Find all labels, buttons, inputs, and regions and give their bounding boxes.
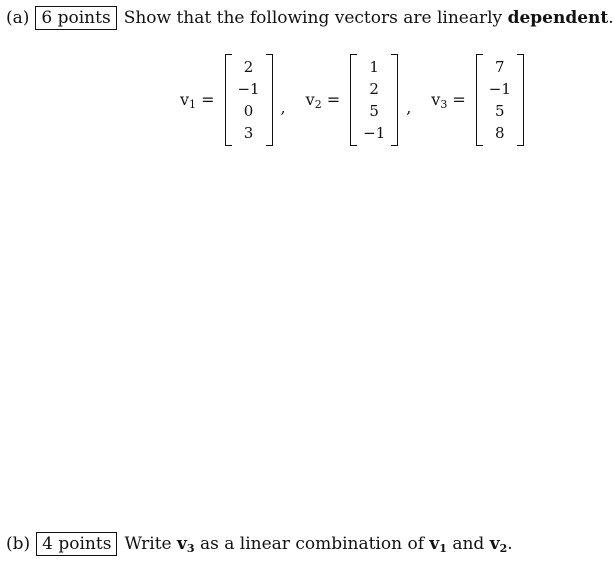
v3-symbol: $v_3$ — [177, 533, 195, 555]
part-a-line — [6, 6, 614, 30]
matrix-entry: 7 — [495, 58, 505, 76]
v2-symbol: v2 — [489, 533, 508, 555]
part-a-period: . — [608, 8, 614, 28]
part-a-points-box: 6 points — [35, 6, 116, 30]
part-a-label: (a) — [6, 8, 30, 28]
vector-v3-name: $v_3$ = — [431, 89, 466, 111]
vector-v2-name: $v_2$ = — [305, 89, 341, 111]
part-b-points-box: 4 points — [36, 532, 117, 556]
matrix-entry: 2 — [243, 58, 254, 76]
matrix-entry: −1 — [488, 80, 511, 98]
vector-v1 — [180, 54, 306, 146]
vector-v2-matrix — [350, 54, 398, 146]
matrix-entry: −1 — [363, 124, 386, 142]
matrix-entry: 5 — [495, 102, 505, 120]
part-b-label: (b) — [6, 534, 31, 554]
vector-v3-matrix — [476, 54, 524, 146]
matrix-entry: 3 — [243, 124, 254, 142]
part-b-text: as a linear combination of — [199, 534, 424, 554]
part-a-bold-text: dependent — [507, 8, 609, 28]
part-b-period: . — [507, 534, 513, 554]
part-a-text: Show that the following vectors are linearly — [123, 8, 503, 28]
matrix-entry: 0 — [243, 102, 254, 120]
vector-v3 — [431, 54, 524, 146]
vector-v1-name: $v_1$ = — [180, 89, 215, 111]
vector-v1-matrix — [225, 54, 273, 146]
matrix-entry: 8 — [495, 124, 505, 142]
vector-v2 — [306, 54, 432, 146]
separator-comma: , — [280, 97, 286, 117]
matrix-entry: −1 — [237, 80, 260, 98]
part-b-text: Write — [124, 534, 172, 554]
separator-comma: , — [406, 97, 412, 117]
part-b-line — [6, 532, 513, 556]
vector-definitions — [180, 54, 524, 146]
part-b-text: and — [452, 534, 485, 554]
matrix-entry: 5 — [369, 102, 379, 120]
v1-symbol: v1 — [429, 533, 447, 555]
matrix-entry: 2 — [369, 80, 379, 98]
matrix-entry: 1 — [369, 58, 379, 76]
